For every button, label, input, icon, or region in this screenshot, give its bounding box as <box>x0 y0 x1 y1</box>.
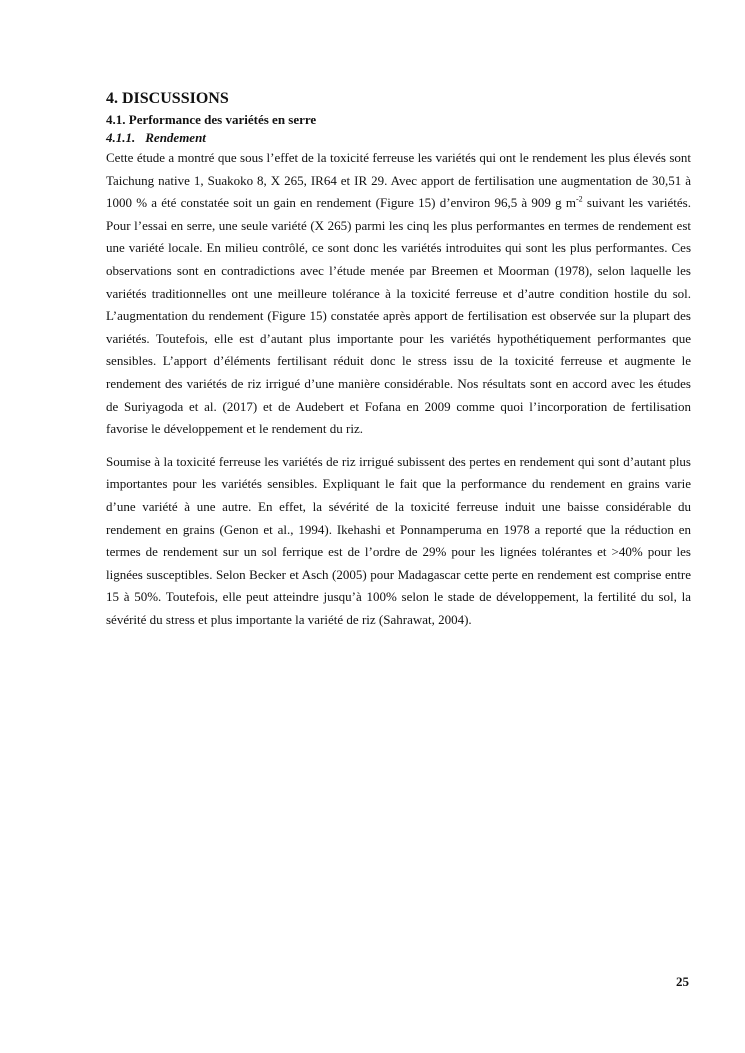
paragraph-2: Soumise à la toxicité ferreuse les variétés de riz irrigué subissent des pertes en rendement qui sont d’autant plus importantes pour les variétés sensibles. Expliquant le fait que la performance du rendement en grains varie d’une variété à une autre. En effet, la sévérité de la toxicité ferreuse induit une baisse considérable du rendement en grains (Genon et al., 1994). Ikehashi et Ponnamperuma en 1978 a reporté que la réduction en termes de rendement sur un sol ferrique est de l’ordre de 29% pour les lignées tolérantes et >40% pour les lignées susceptibles. Selon Becker et Asch (2005) pour Madagascar cette perte en rendement est comprise entre 15 à 50%. Toutefois, elle peut atteindre jusqu’à 100% selon le stade de développement, la fertilité du sol, la sévérité du stress et plus importante la variété de riz (Sahrawat, 2004). <box>106 453 691 627</box>
subsubsection-number: 4.1.1. <box>106 130 136 145</box>
subsubsection-heading <box>106 129 691 147</box>
paragraph-1-part-1: Cette étude a montré que sous l’effet de la toxicité ferreuse les variétés qui ont le rendement les plus élevés sont Taichung native 1, Suakoko 8, X 265, IR64 et IR 29. Avec apport de fertilisation une augmentation de 30,51 à 1000 % a été constatée soit un gain en rendement (Figure 15) d’environ 96,5 à 909 g m <box>106 150 691 211</box>
subsubsection-title: Rendement <box>145 130 206 145</box>
subsection-title: 4.1. Performance des variétés en serre <box>106 112 317 127</box>
paragraph-1 <box>106 147 691 441</box>
page-number: 25 <box>676 974 689 989</box>
document-page <box>106 88 691 631</box>
section-title: 4. DISCUSSIONS <box>106 90 229 107</box>
unit-superscript: -2 <box>575 194 583 204</box>
paragraph-1-part-2: suivant les variétés. Pour l’essai en serre, une seule variété (X 265) parmi les cinq les plus performantes en termes de rendement est une variété locale. En milieu contrôlé, ce sont donc les variétés introduites qui sont les plus performantes. Ces observations sont en contradictions avec l’étude menée par Breemen et Moorman (1978), selon laquelle les variétés traditionnelles ont une meilleure tolérance à la toxicité ferreuse et d’autre condition hostile du sol. L’augmentation du rendement (Figure 15) constatée après apport de fertilisation est observée sur la plupart des variétés. Toutefois, elle est d’autant plus importante pour les variétés hypothétiquement performantes que sensibles. L’apport d’éléments fertilisant réduit donc le stress issu de la toxicité ferreuse et augmente le rendement des variétés de riz irrigué d’une manière considérable. Nos résultats sont en accord avec les études de Suriyagoda et al. (2017) et de Audebert et Fofana en 2009 comme quoi l’incorporation de fertilisation favorise le développement et le rendement du riz. <box>106 195 691 437</box>
